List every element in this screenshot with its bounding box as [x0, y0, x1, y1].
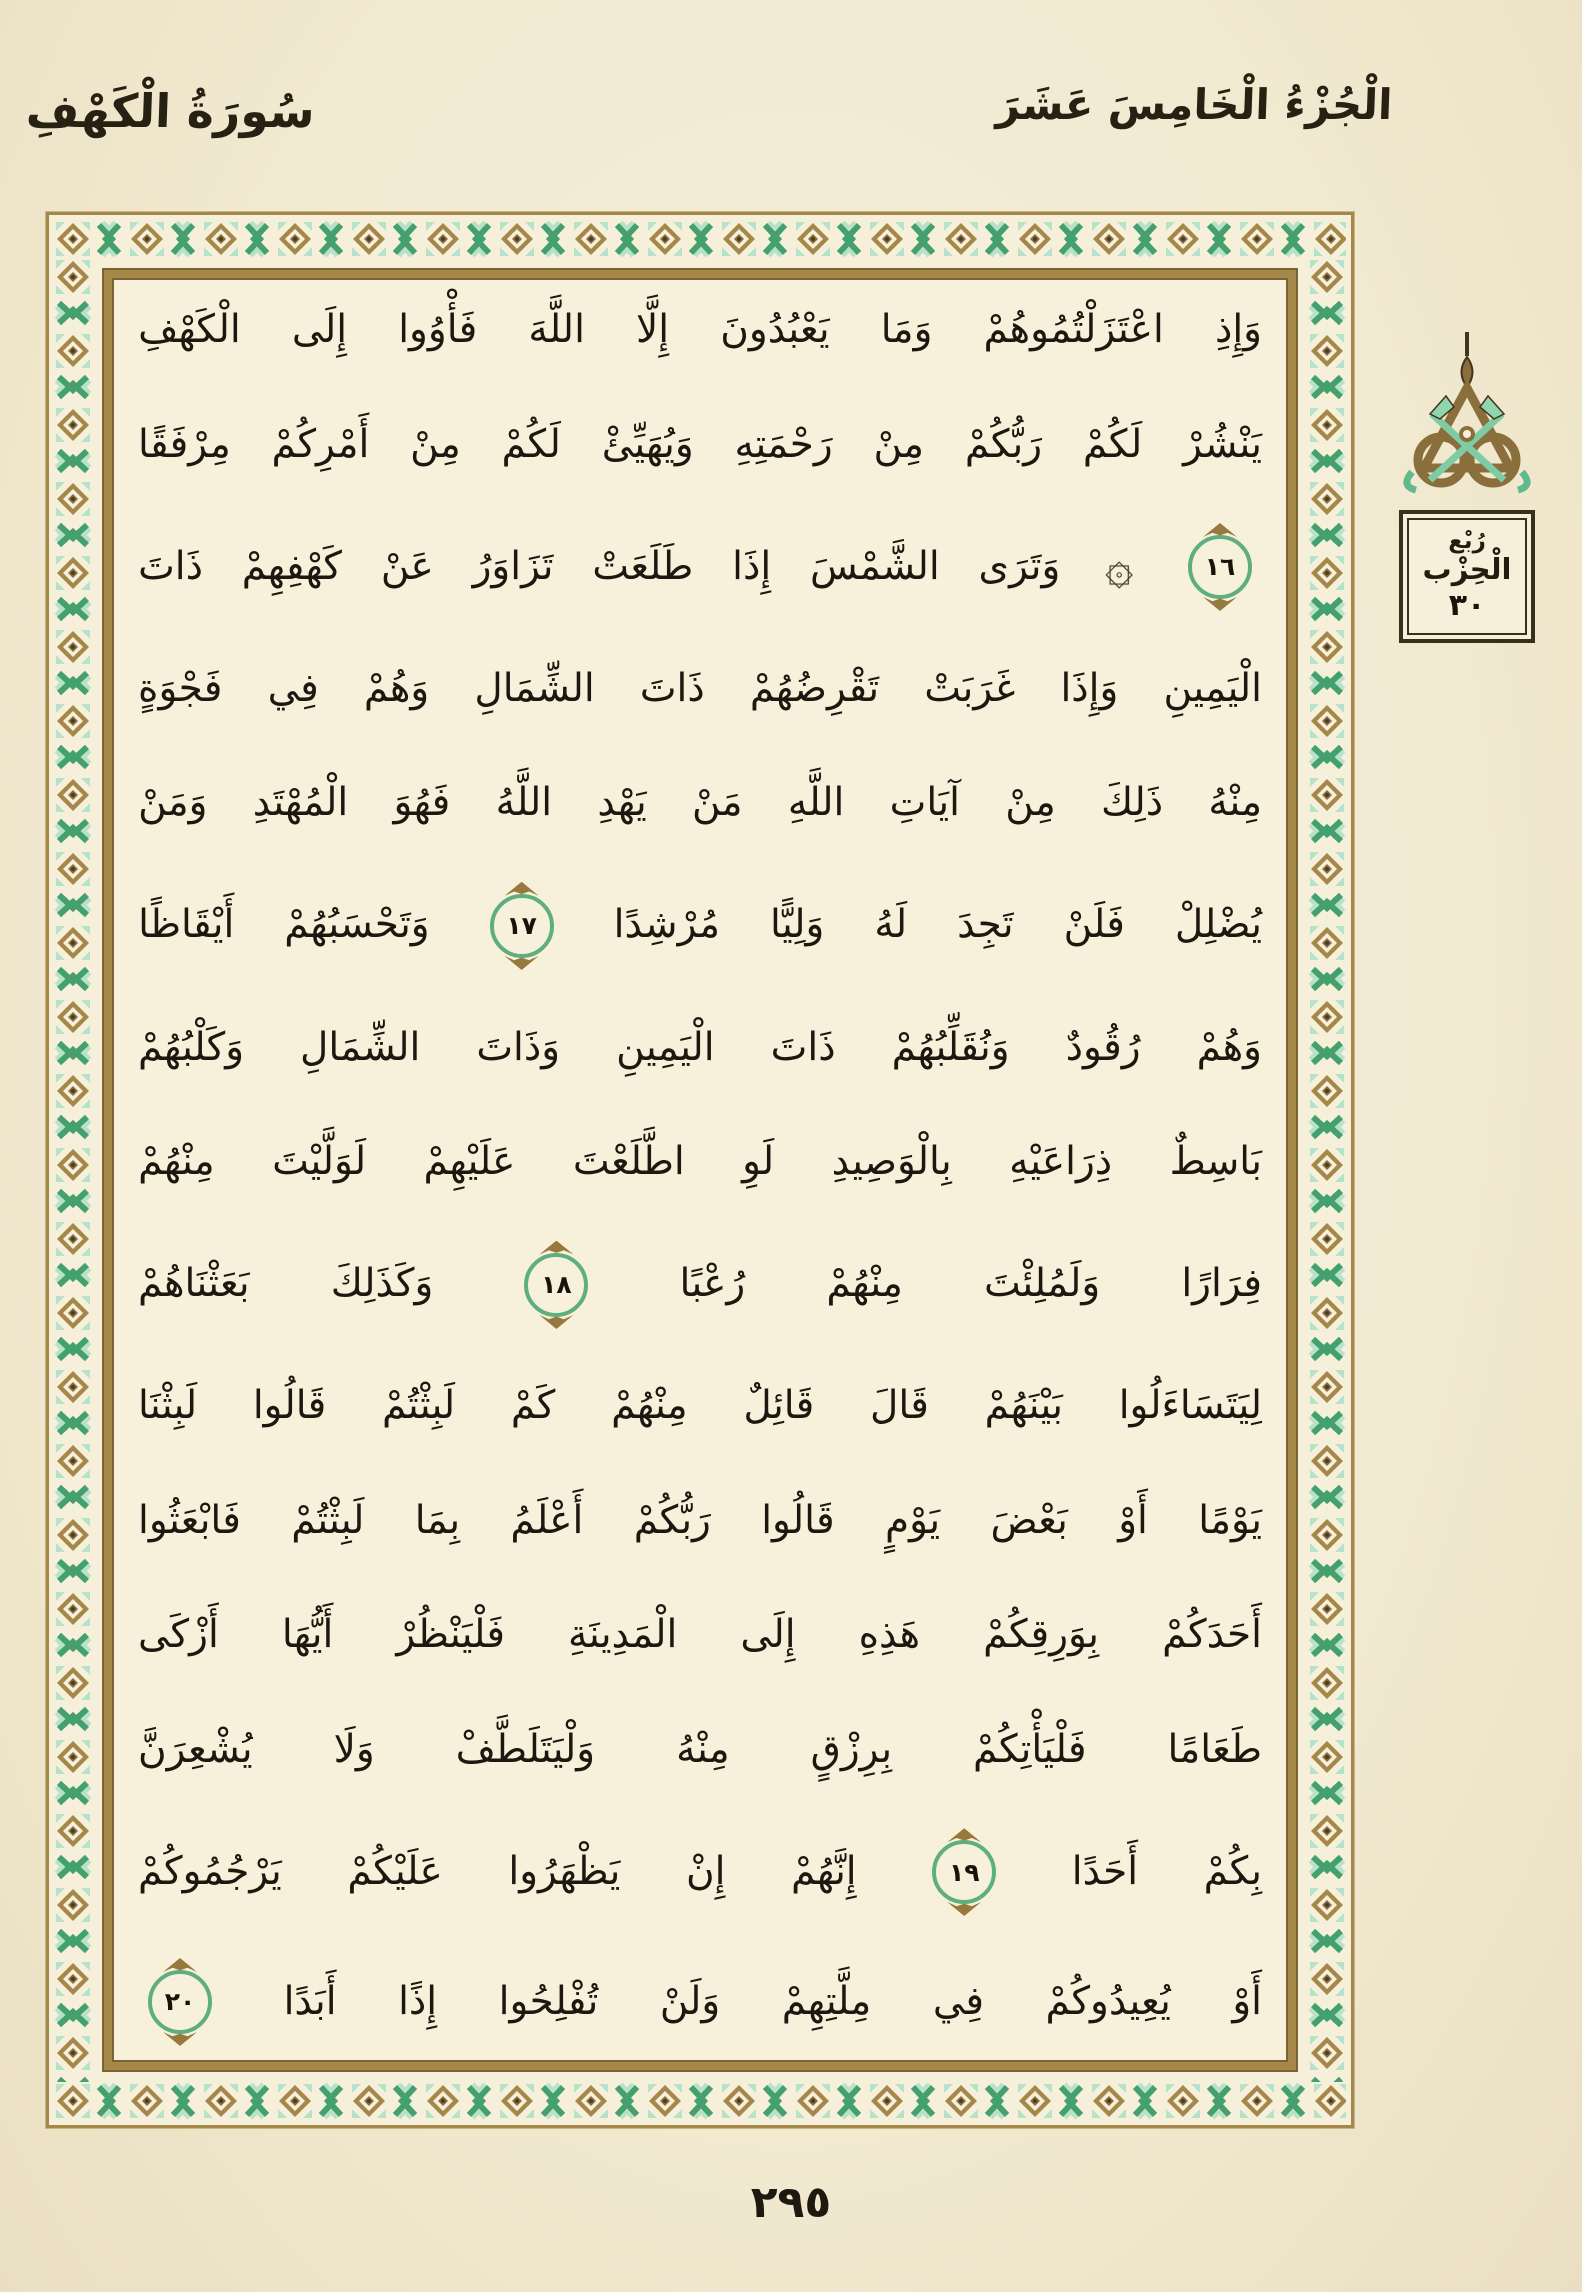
quran-word: كَهْفِهِمْ — [241, 543, 343, 589]
ayah-marker — [1188, 535, 1252, 599]
quran-line — [138, 1497, 1262, 1546]
quran-line — [138, 894, 1262, 958]
quran-word: وَتَرَى — [978, 543, 1061, 589]
quran-word: وَهُمْ — [363, 665, 430, 711]
quran-word: الْمَدِينَةِ — [568, 1612, 678, 1658]
quran-word: فَأْوُوا — [398, 307, 478, 352]
ayah-number: ١٦ — [1204, 552, 1236, 582]
quran-word: إِلَى — [740, 1612, 796, 1658]
quran-word: يَهْدِ — [597, 780, 647, 826]
quran-word: فَابْعَثُوا — [138, 1497, 241, 1543]
quran-word: مُرْشِدًا — [613, 902, 721, 948]
quran-word: إِنْ — [685, 1848, 726, 1894]
quran-word: ذَاتَ — [138, 543, 203, 589]
quran-word: الْيَمِينِ — [1163, 665, 1262, 711]
quran-line — [138, 1138, 1262, 1187]
ayah-marker — [490, 894, 554, 958]
quran-word: آيَاتِ — [889, 780, 960, 826]
quran-word: وَيُهَيِّئْ — [601, 421, 694, 467]
quran-word: وَلْيَتَلَطَّفْ — [455, 1726, 596, 1772]
quran-word: إِلَى — [291, 307, 348, 352]
quran-line — [138, 1840, 1262, 1904]
page-number: ٢٩٥ — [750, 2177, 832, 2228]
quran-word: إِذًا — [398, 1978, 438, 2024]
quran-word: قَائِلٌ — [743, 1383, 815, 1429]
quran-word: أَوْ — [1118, 1497, 1148, 1543]
quran-word: فَجْوَةٍ — [138, 665, 223, 711]
quran-word: وَتَحْسَبُهُمْ — [284, 902, 430, 948]
border-pattern-bottom — [54, 2082, 1346, 2120]
quran-word: فَلَنْ — [1063, 902, 1125, 948]
hizb-box-rub-label: رُبْع — [1448, 528, 1486, 554]
quran-line — [138, 1253, 1262, 1317]
quran-word: وَمَنْ — [138, 780, 208, 826]
quran-word: فَلْيَنْظُرْ — [396, 1612, 505, 1658]
quran-word: يَوْمٍ — [884, 1497, 941, 1543]
quran-word: عَنْ — [380, 543, 434, 589]
quran-line — [138, 1611, 1262, 1660]
quran-line — [138, 535, 1262, 599]
quran-word: بَعْضَ — [990, 1497, 1068, 1543]
quran-word: يُشْعِرَنَّ — [138, 1726, 253, 1772]
inner-gold-frame — [104, 270, 1296, 2070]
quran-word: وَمَا — [880, 307, 933, 352]
quran-word: اللَّهَ — [528, 307, 585, 352]
quran-word: أَحَدَكُمْ — [1162, 1612, 1262, 1658]
quran-word: مِنْهُمْ — [138, 1139, 215, 1184]
quran-word: تَجِدَ — [957, 902, 1014, 948]
quran-line — [138, 421, 1262, 470]
quran-lines — [112, 278, 1288, 2062]
quran-word: مِنْهُ — [1208, 780, 1262, 826]
quran-word: يَظْهَرُوا — [508, 1848, 621, 1894]
ayah-number: ٢٠ — [164, 1987, 196, 2017]
quran-word: فَهُوَ — [393, 780, 451, 826]
quran-word: وَهُمْ — [1196, 1024, 1262, 1070]
quran-word: بِوَرِقِكُمْ — [983, 1612, 1100, 1658]
quran-word: قَالُوا — [761, 1497, 835, 1543]
quran-word: رَحْمَتِهِ — [734, 421, 833, 467]
quran-word: بَعَثْنَاهُمْ — [138, 1261, 250, 1307]
quran-word: فِي — [267, 665, 319, 711]
quran-word: أَبَدًا — [283, 1978, 337, 2024]
quran-word: لَبِثْتُمْ — [381, 1383, 456, 1429]
quran-word: فِي — [932, 1978, 984, 2024]
quran-word: اطَّلَعْتَ — [572, 1139, 685, 1184]
quran-word: بِمَا — [414, 1497, 461, 1543]
quran-word: الْيَمِينِ — [616, 1024, 715, 1070]
quran-word: وَلَنْ — [659, 1978, 721, 2024]
quran-word: وَكَلْبُهُمْ — [138, 1024, 245, 1070]
quran-word: لَوِ — [742, 1139, 775, 1184]
quran-word: لَبِثْتُمْ — [291, 1497, 365, 1543]
quran-word: تُفْلِحُوا — [498, 1978, 599, 2024]
quran-word: أَعْلَمُ — [510, 1497, 584, 1543]
quran-word: يَوْمًا — [1198, 1497, 1262, 1543]
quran-word: إِلَّا — [636, 307, 670, 352]
quran-word: يُضْلِلْ — [1174, 902, 1262, 948]
quran-word: لَكُمْ — [1082, 421, 1143, 467]
quran-word: وَإِذَا — [1060, 665, 1119, 711]
quran-word: وَلِيًّا — [770, 902, 825, 948]
quran-word: مِنْ — [1005, 780, 1056, 826]
quran-word: رُعْبًا — [679, 1261, 746, 1307]
border-pattern-right — [1308, 258, 1346, 2082]
ayah-marker — [148, 1970, 212, 2034]
quran-word: مِنْهُمْ — [826, 1261, 903, 1307]
quran-word: ذِرَاعَيْهِ — [1009, 1139, 1113, 1184]
quran-word: بِرِزْقٍ — [810, 1726, 893, 1772]
quran-word: لِيَتَسَاءَلُوا — [1118, 1383, 1262, 1429]
quran-word: فَلْيَأْتِكُمْ — [972, 1726, 1087, 1772]
quran-word: بِالْوَصِيدِ — [831, 1139, 952, 1184]
quran-word: الْمُهْتَدِ — [252, 780, 349, 826]
quran-word: لَبِثْنَا — [138, 1383, 198, 1429]
quran-word: كَمْ — [510, 1383, 556, 1429]
rub-el-hizb-icon: ۞ — [1105, 539, 1134, 595]
quran-word: مِنْ — [873, 421, 925, 467]
quran-word: لَهُ — [874, 902, 908, 948]
quran-word: فِرَارًا — [1181, 1261, 1262, 1307]
quran-word: مِلَّتِهِمْ — [781, 1978, 872, 2024]
quran-word: إِذَا — [732, 543, 772, 589]
quran-word: قَالَ — [870, 1383, 929, 1429]
quran-word: الشِّمَالِ — [300, 1024, 421, 1070]
quran-word: يَعْبُدُونَ — [720, 307, 830, 352]
quran-word: وَكَذَلِكَ — [330, 1261, 434, 1307]
quran-word: وَذَاتَ — [476, 1024, 561, 1070]
quran-word: اللَّهِ — [787, 780, 845, 826]
quran-word: طَلَعَتْ — [592, 543, 694, 589]
quran-word: عَلَيْكُمْ — [347, 1848, 443, 1894]
ayah-number: ١٩ — [948, 1857, 980, 1887]
quran-word: اللَّهُ — [495, 780, 553, 826]
quran-word: لَوَلَّيْتَ — [272, 1139, 367, 1184]
quran-word: وَلَا — [333, 1726, 375, 1772]
quran-word: أَيْقَاظًا — [138, 902, 235, 948]
ayah-marker — [932, 1840, 996, 1904]
border-pattern-left — [54, 258, 92, 2082]
border-pattern-top — [54, 220, 1346, 258]
quran-word: يَرْجُمُوكُمْ — [138, 1848, 282, 1894]
quran-word: رَبُّكُمْ — [633, 1497, 711, 1543]
quran-word: وَلَمُلِئْتَ — [984, 1261, 1101, 1307]
quran-word: هَذِهِ — [858, 1612, 921, 1658]
quran-word: تَقْرِضُهُمْ — [749, 665, 880, 711]
quran-word: ذَاتَ — [770, 1024, 836, 1070]
quran-word: غَرَبَتْ — [924, 665, 1016, 711]
hizb-medallion — [1382, 330, 1552, 643]
quran-line — [138, 1726, 1262, 1775]
quran-word: مِنْهُمْ — [611, 1383, 688, 1429]
quran-word: مِنْ — [410, 421, 461, 467]
quran-word: اعْتَزَلْتُمُوهُمْ — [983, 307, 1164, 352]
quran-word: بِكُمْ — [1203, 1848, 1262, 1894]
quran-word: مِرْفَقًا — [138, 421, 231, 467]
quran-word: وَإِذِ — [1214, 307, 1262, 352]
quran-line — [138, 1382, 1262, 1431]
quran-word: تَزَاوَرُ — [472, 543, 554, 589]
quran-line — [138, 665, 1262, 714]
quran-word: يَنْشُرْ — [1183, 421, 1262, 467]
quran-word: مَنْ — [691, 780, 743, 826]
quran-word: أَحَدًا — [1071, 1848, 1139, 1894]
ayah-number: ١٧ — [506, 911, 537, 941]
quran-word: يُعِيدُوكُمْ — [1045, 1978, 1171, 2024]
quran-word: أَزْكَى — [138, 1612, 219, 1658]
quran-word: الشَّمْسَ — [809, 543, 940, 589]
quran-word: رُقُودٌ — [1065, 1024, 1141, 1070]
quran-line — [138, 1970, 1262, 2034]
knot-ornament-icon — [1392, 330, 1542, 506]
quran-line — [138, 306, 1262, 355]
quran-word: أَوْ — [1232, 1978, 1262, 2024]
quran-word: ذَاتَ — [639, 665, 705, 711]
quran-word: أَمْرِكُمْ — [271, 421, 370, 467]
page-frame — [46, 212, 1354, 2128]
quran-word: أَيُّهَا — [281, 1612, 334, 1658]
ayah-marker — [524, 1253, 588, 1317]
quran-word: الشِّمَالِ — [474, 665, 595, 711]
quran-word: قَالُوا — [252, 1383, 327, 1429]
quran-word: ذَلِكَ — [1101, 780, 1164, 826]
juz-title: الْجُزْءُ الْخَامِسَ عَشَرَ — [994, 80, 1393, 129]
quran-word: بَاسِطٌ — [1169, 1139, 1262, 1184]
quran-word: مِنْهُ — [676, 1726, 730, 1772]
quran-word: طَعَامًا — [1167, 1726, 1262, 1772]
ayah-number: ١٨ — [541, 1269, 572, 1299]
surah-title: سُورَةُ الْكَهْفِ — [25, 84, 316, 138]
hizb-box — [1399, 510, 1536, 643]
quran-word: الْكَهْفِ — [138, 307, 241, 352]
hizb-box-number: ٣٠ — [1448, 588, 1486, 623]
quran-word: إِنَّهُمْ — [791, 1848, 857, 1894]
quran-word: عَلَيْهِمْ — [423, 1139, 516, 1184]
quran-word: لَكُمْ — [501, 421, 561, 467]
quran-line — [138, 779, 1262, 828]
quran-word: رَبُّكُمْ — [964, 421, 1043, 467]
quran-word: بَيْنَهُمْ — [984, 1383, 1063, 1429]
quran-line — [138, 1024, 1262, 1073]
hizb-box-hizb-label: الْحِزْب — [1422, 552, 1512, 586]
quran-word: وَنُقَلِّبُهُمْ — [891, 1024, 1010, 1070]
